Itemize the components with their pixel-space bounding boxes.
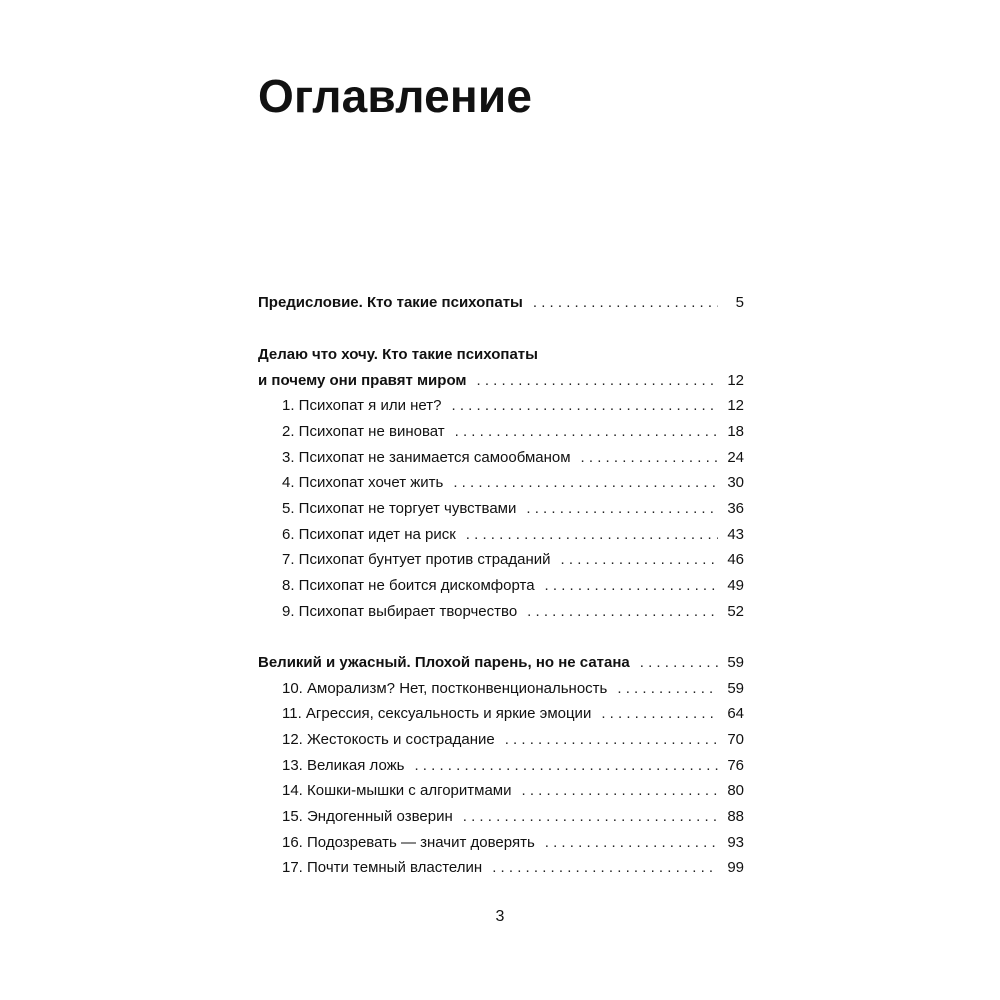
- dot-leader: [545, 831, 718, 855]
- toc-entry-chapter-9: [282, 600, 744, 624]
- entry-page: 64: [727, 705, 744, 722]
- entry-page: 59: [727, 654, 744, 671]
- toc-entry-part1: [258, 369, 744, 393]
- page-title: Оглавление: [258, 70, 533, 122]
- dot-leader: [640, 651, 718, 675]
- toc-entry-chapter-11: [282, 702, 744, 726]
- page-number: 3: [495, 908, 505, 925]
- toc-entry-chapter-14: [282, 779, 744, 803]
- toc-entry-chapter-13: [282, 754, 744, 778]
- entry-page: 49: [727, 577, 744, 594]
- dot-leader: [455, 420, 718, 444]
- dot-leader: [414, 754, 718, 778]
- entry-title: 5. Психопат не торгует чувствами: [282, 500, 517, 517]
- entry-page: 52: [727, 603, 744, 620]
- entry-page: 24: [727, 449, 744, 466]
- toc-entry-chapter-6: [282, 523, 744, 547]
- toc-entry-chapter-7: [282, 548, 744, 572]
- entry-page: 88: [727, 808, 744, 825]
- dot-leader: [527, 600, 718, 624]
- entry-title: 17. Почти темный властелин: [282, 859, 483, 876]
- entry-page: 18: [727, 423, 744, 440]
- entry-page: 70: [727, 731, 744, 748]
- table-of-contents: [258, 0, 744, 1000]
- entry-page: 76: [727, 757, 744, 774]
- toc-entry-chapter-5: [282, 497, 744, 521]
- dot-leader: [492, 856, 718, 880]
- toc-entry-chapter-1: [282, 394, 744, 418]
- dot-leader: [601, 702, 718, 726]
- dot-leader: [533, 291, 718, 315]
- entry-page: 46: [727, 551, 744, 568]
- entry-page: 36: [727, 500, 744, 517]
- dot-leader: [526, 497, 718, 521]
- entry-page: 5: [735, 294, 744, 311]
- entry-page: 30: [727, 474, 744, 491]
- toc-entry-chapter-4: [282, 471, 744, 495]
- entry-page: 99: [727, 859, 744, 876]
- entry-page: 43: [727, 526, 744, 543]
- toc-part1-title-line1: Делаю что хочу. Кто такие психопаты: [258, 346, 538, 363]
- dot-leader: [452, 394, 719, 418]
- dot-leader: [617, 677, 718, 701]
- entry-page: 80: [727, 782, 744, 799]
- toc-entry-chapter-3: [282, 446, 744, 470]
- entry-title: 8. Психопат не боится дискомфорта: [282, 577, 535, 594]
- entry-title: 12. Жестокость и сострадание: [282, 731, 495, 748]
- dot-leader: [581, 446, 718, 470]
- entry-page: 12: [727, 372, 744, 389]
- toc-entry-chapter-8: [282, 574, 744, 598]
- toc-entry-chapter-2: [282, 420, 744, 444]
- toc-entry-preface: [258, 291, 744, 315]
- entry-page: 59: [727, 680, 744, 697]
- dot-leader: [522, 779, 719, 803]
- toc-entry-chapter-12: [282, 728, 744, 752]
- toc-entry-part2: [258, 651, 744, 675]
- dot-leader: [545, 574, 718, 598]
- entry-title: 1. Психопат я или нет?: [282, 397, 442, 414]
- toc-entry-chapter-17: [282, 856, 744, 880]
- entry-title: 9. Психопат выбирает творчество: [282, 603, 518, 620]
- entry-title: 11. Агрессия, сексуальность и яркие эмоции: [282, 705, 592, 722]
- entry-title: 4. Психопат хочет жить: [282, 474, 444, 491]
- entry-title: 16. Подозревать — значит доверять: [282, 834, 535, 851]
- dot-leader: [463, 805, 718, 829]
- dot-leader: [453, 471, 718, 495]
- dot-leader: [466, 523, 718, 547]
- entry-page: 93: [727, 834, 744, 851]
- entry-title: Великий и ужасный. Плохой парень, но не сатана: [258, 654, 630, 671]
- toc-entry-chapter-15: [282, 805, 744, 829]
- entry-title: 3. Психопат не занимается самообманом: [282, 449, 571, 466]
- entry-title: 6. Психопат идет на риск: [282, 526, 456, 543]
- entry-title: 10. Аморализм? Нет, постконвенциональность: [282, 680, 608, 697]
- entry-title: и почему они правят миром: [258, 372, 467, 389]
- dot-leader: [561, 548, 718, 572]
- entry-title: 2. Психопат не виноват: [282, 423, 445, 440]
- entry-title: Предисловие. Кто такие психопаты: [258, 294, 523, 311]
- entry-title: 14. Кошки-мышки с алгоритмами: [282, 782, 512, 799]
- entry-title: 13. Великая ложь: [282, 757, 405, 774]
- entry-page: 12: [727, 397, 744, 414]
- dot-leader: [477, 369, 718, 393]
- toc-entry-chapter-16: [282, 831, 744, 855]
- entry-title: 7. Психопат бунтует против страданий: [282, 551, 551, 568]
- entry-title: 15. Эндогенный озверин: [282, 808, 453, 825]
- toc-entry-chapter-10: [282, 677, 744, 701]
- dot-leader: [505, 728, 718, 752]
